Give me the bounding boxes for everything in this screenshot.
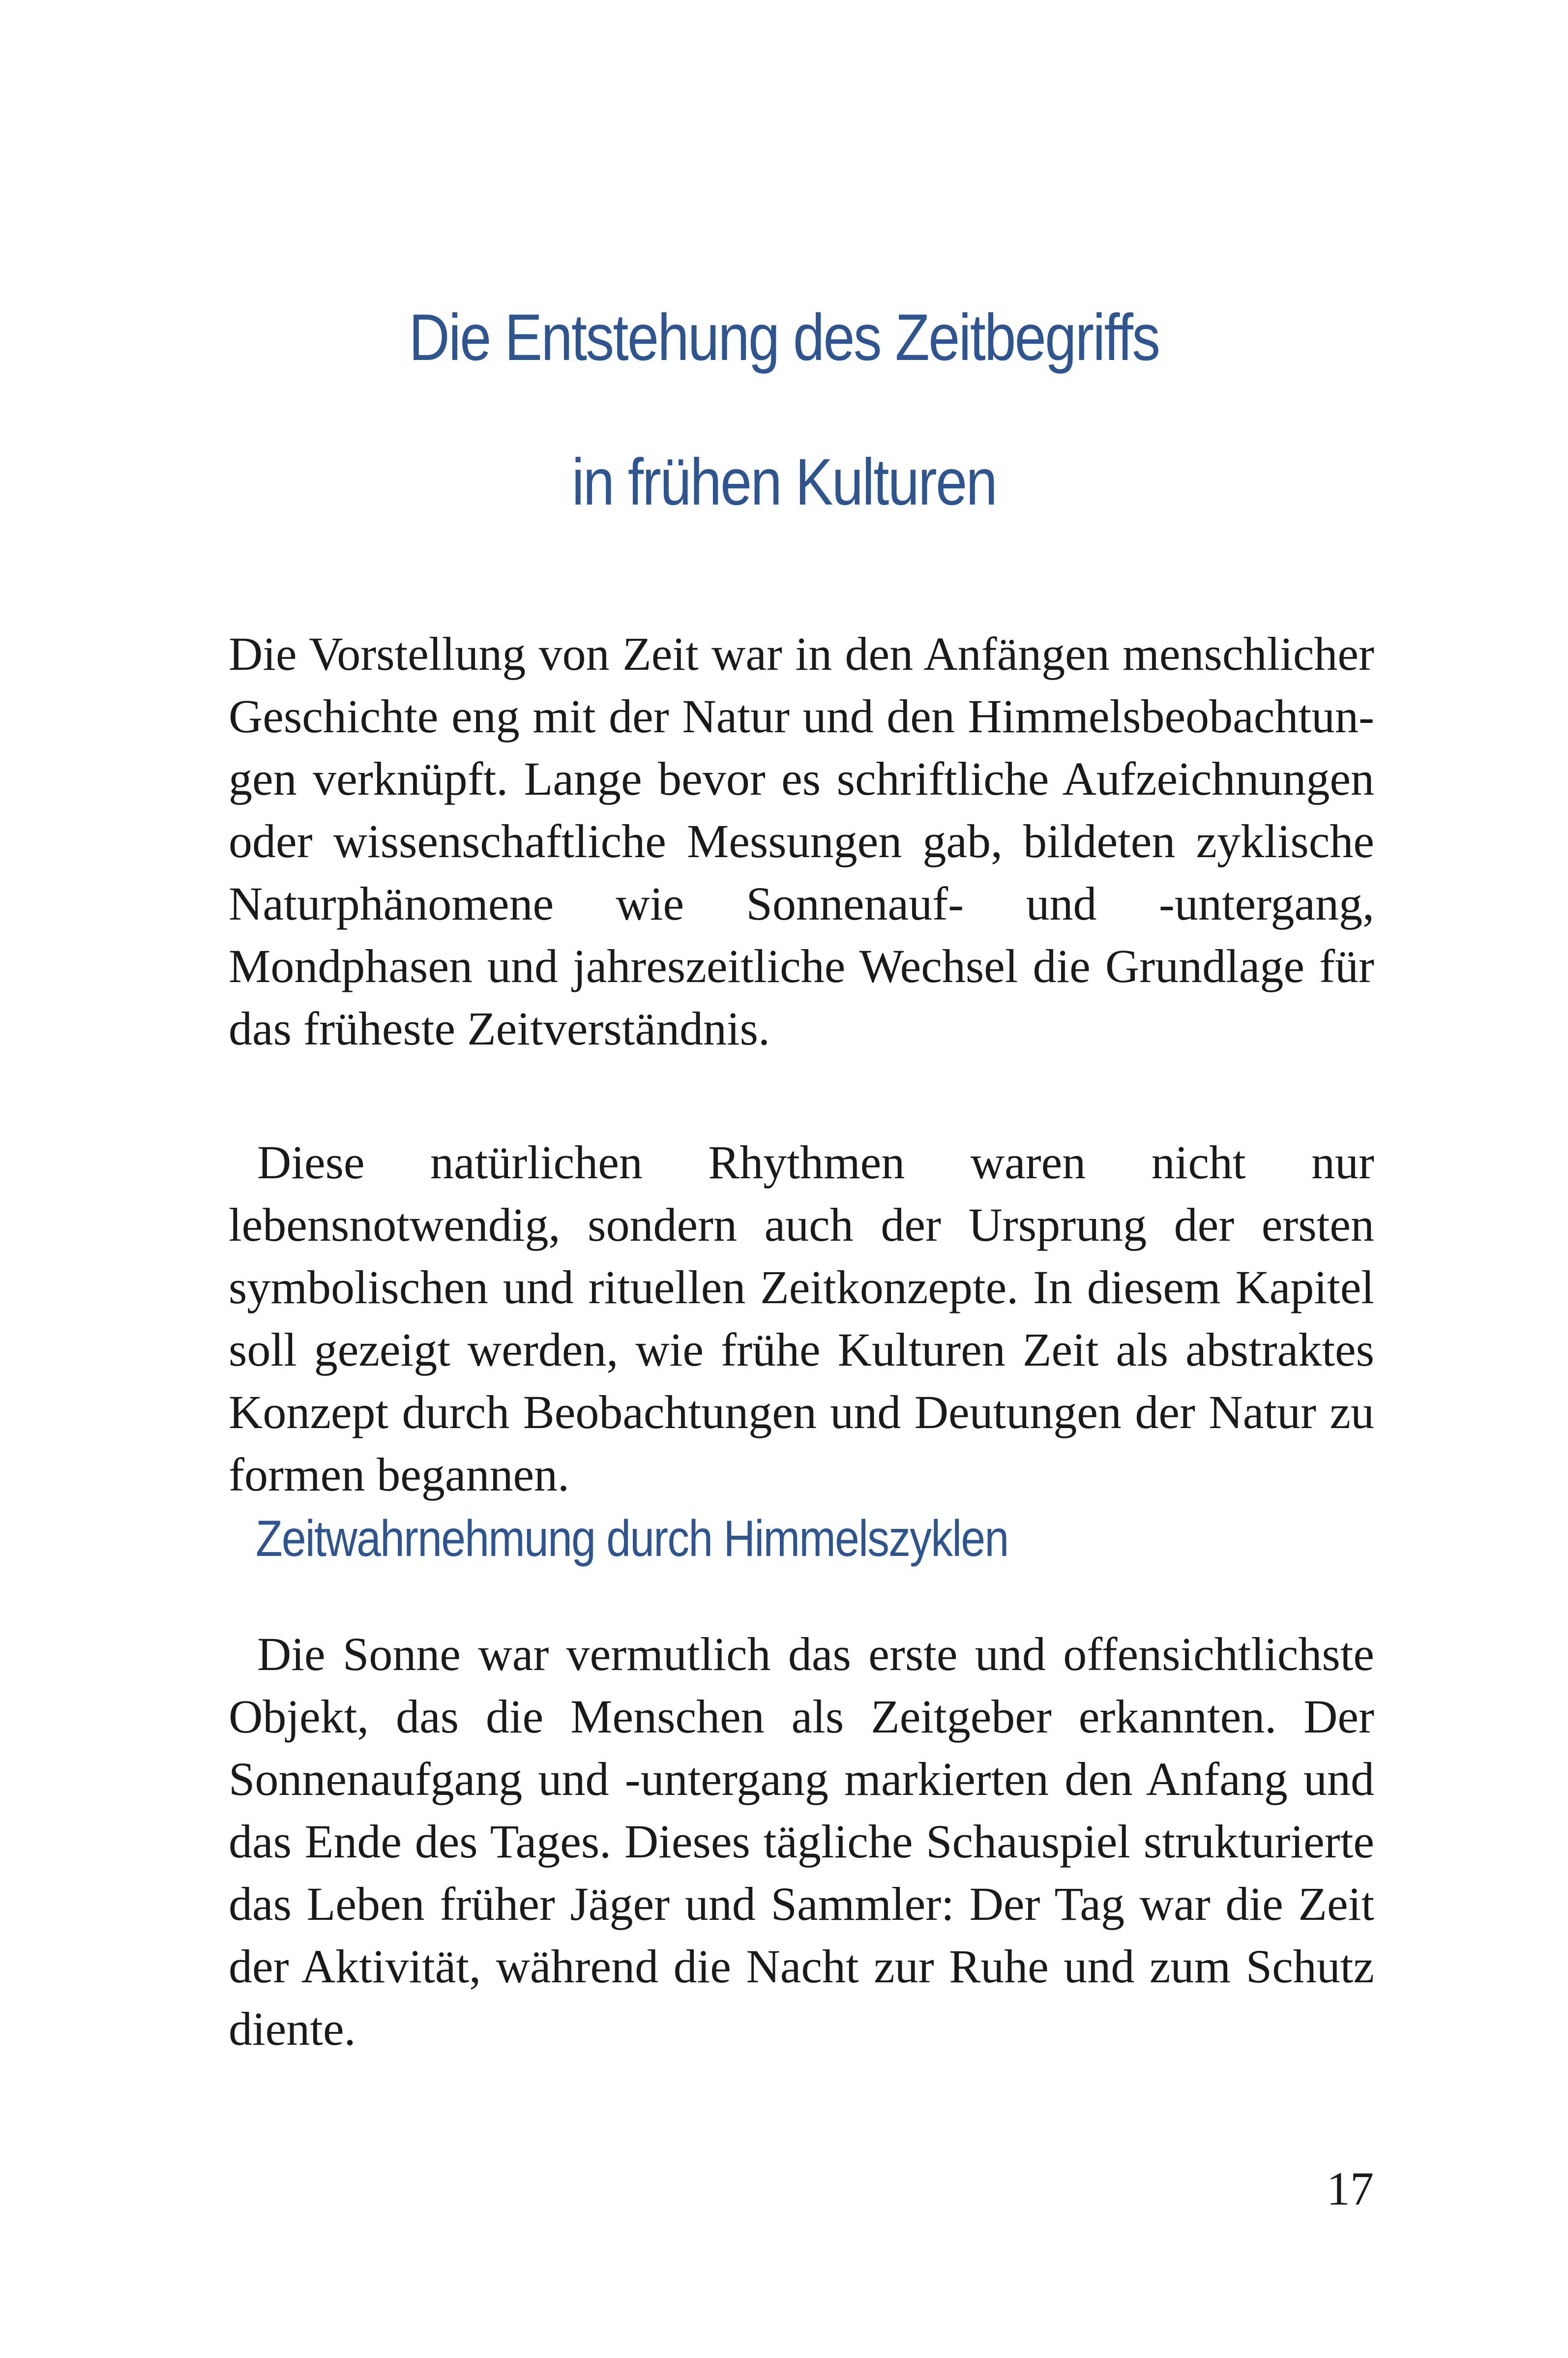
chapter-title-line-2: in frühen Kulturen xyxy=(571,446,997,519)
chapter-title xyxy=(110,266,1458,555)
page-number: 17 xyxy=(1327,2162,1374,2215)
intro-paragraph-2: Diese natürlichen Rhythmen waren nicht nur lebensnotwendig, sondern auch der Ursprung der ersten symbolischen und rituellen Zeitkonzepte. In diesem Kapitel soll gezeigt werden, wie frühe Kulturen Zeit als abstraktes Konzept durch Beobachtungen und Deutungen der Natur zu formen begannen. xyxy=(229,1136,1374,1501)
section-paragraph: Die Sonne war vermutlich das erste und offensichtlichste Objekt, das die Menschen als Zeitgeber erkannten. Der Sonnenaufgang und -untergang markierten den Anfang und das Ende des Tages. Dieses tägliche Schauspiel strukturierte das Leben früher Jäger und Sammler: Der Tag war die Zeit der Aktivität, während die Nacht zur Ruhe und zum Schutz diente. xyxy=(229,1628,1374,2055)
section-heading: Zeitwahrnehmung durch Himmelszyklen xyxy=(256,1510,1008,1567)
chapter-title-line-1: Die Entstehung des Zeitbegriffs xyxy=(409,301,1159,374)
intro-paragraph-1: Die Vorstellung von Zeit war in den Anfängen menschlicher Geschichte eng mit der Natur und den Himmelsbeobachtungen verknüpft. Lange bevor es schriftliche Aufzeichnungen oder wissenschaftliche Messungen gab, bildeten zyklische Naturphänomene wie Sonnenauf- und -untergang, Mondphasen und jahreszeitliche Wechsel die Grundlage für das früheste Zeitverständnis. xyxy=(229,627,1374,1055)
